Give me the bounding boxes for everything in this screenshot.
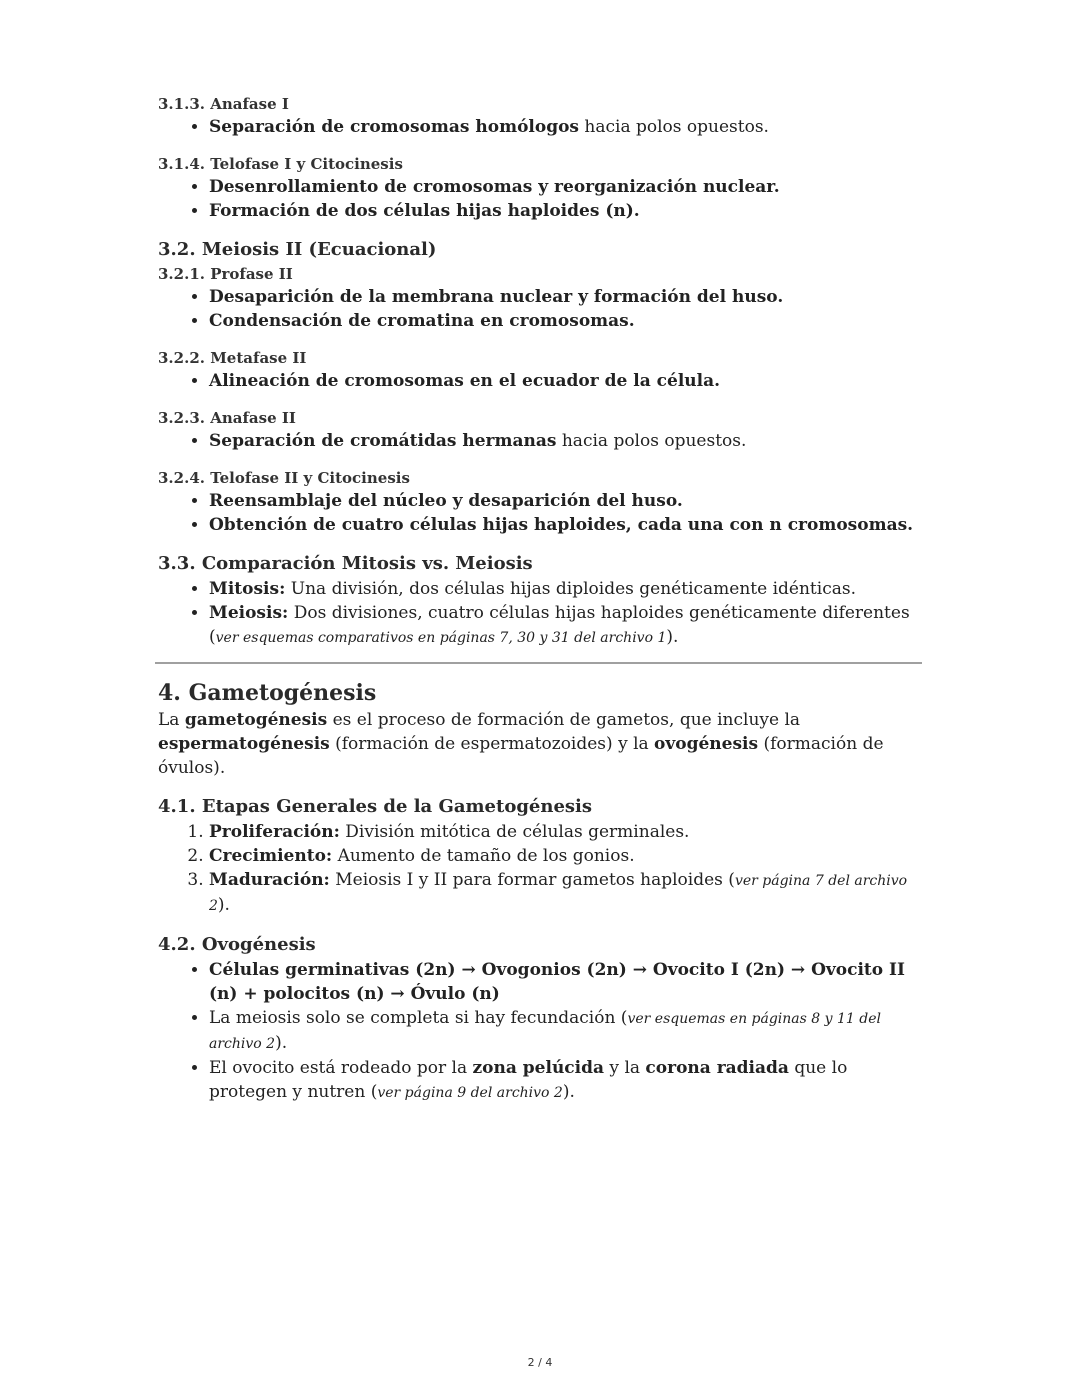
bold-text: Maduración: bbox=[209, 870, 330, 890]
text: División mitótica de células germinales. bbox=[339, 822, 690, 842]
list-item bbox=[209, 429, 928, 453]
list-profase-ii bbox=[158, 285, 928, 333]
list-telofase-ii bbox=[158, 489, 928, 537]
list-item bbox=[209, 1056, 928, 1105]
reference-note: ver página 7 del archivo 2 bbox=[209, 873, 908, 914]
intro-paragraph bbox=[158, 708, 928, 780]
list-anafase-ii bbox=[158, 429, 928, 453]
list-item bbox=[209, 1006, 928, 1056]
section-divider bbox=[155, 662, 922, 664]
bold-text: Desaparición de la membrana nuclear y formación del huso. bbox=[209, 287, 784, 307]
list-item bbox=[209, 577, 928, 601]
list-ovogenesis bbox=[158, 958, 928, 1105]
text: ). bbox=[275, 1033, 288, 1053]
text: ). bbox=[562, 1082, 575, 1102]
list-item bbox=[209, 309, 928, 333]
bold-text: Meiosis: bbox=[209, 603, 289, 623]
text: ). bbox=[217, 895, 230, 915]
list-item bbox=[209, 513, 928, 537]
heading-telofase-ii: 3.2.4. Telofase II y Citocinesis bbox=[158, 469, 410, 487]
text: La meiosis solo se completa si hay fecundación ( bbox=[209, 1008, 628, 1028]
bold-text: Separación de cromosomas homólogos bbox=[209, 117, 580, 137]
list-item bbox=[209, 958, 928, 1006]
list-item bbox=[209, 115, 928, 139]
list-item bbox=[209, 601, 928, 650]
bold-text: Formación de dos células hijas haploides (n). bbox=[209, 201, 640, 221]
text: hacia polos opuestos. bbox=[579, 117, 769, 137]
heading-etapas-generales: 4.1. Etapas Generales de la Gametogénesis bbox=[158, 796, 593, 817]
text: que lo protegen y nutren ( bbox=[209, 1058, 848, 1102]
reference-note: ver página 9 del archivo 2 bbox=[377, 1085, 563, 1101]
text: (formación de espermatozoides) y la bbox=[329, 734, 655, 754]
text: Aumento de tamaño de los gonios. bbox=[332, 846, 635, 866]
list-metafase-ii bbox=[158, 369, 928, 393]
list-item bbox=[209, 489, 928, 513]
text: es el proceso de formación de gametos, que incluye la bbox=[327, 710, 801, 730]
text: Una división, dos células hijas diploides genéticamente idénticas. bbox=[285, 579, 856, 599]
page-content bbox=[158, 93, 928, 1105]
bold-text: Alineación de cromosomas en el ecuador de la célula. bbox=[209, 371, 721, 391]
list-telofase-i bbox=[158, 175, 928, 223]
bold-text: Obtención de cuatro células hijas haploides, cada una con n cromosomas. bbox=[209, 515, 914, 535]
text: y la bbox=[604, 1058, 646, 1078]
list-anafase-i bbox=[158, 115, 928, 139]
bold-text: Crecimiento: bbox=[209, 846, 333, 866]
bold-text: Desenrollamiento de cromosomas y reorganización nuclear. bbox=[209, 177, 780, 197]
bold-text: espermatogénesis bbox=[158, 734, 330, 754]
text: La bbox=[158, 710, 185, 730]
heading-gametogenesis: 4. Gametogénesis bbox=[158, 680, 377, 706]
heading-metafase-ii: 3.2.2. Metafase II bbox=[158, 349, 307, 367]
bold-text: Células germinativas (2n) → Ovogonios (2n) → Ovocito I (2n) → Ovocito II (n) + polocitos (n) → Óvulo (n) bbox=[209, 960, 905, 1004]
bold-text: zona pelúcida bbox=[472, 1058, 605, 1078]
bold-text: Separación de cromátidas hermanas bbox=[209, 431, 557, 451]
text: hacia polos opuestos. bbox=[556, 431, 747, 451]
bold-text: corona radiada bbox=[645, 1058, 789, 1078]
list-comparacion bbox=[158, 577, 928, 650]
bold-text: Proliferación: bbox=[209, 822, 340, 842]
list-item bbox=[209, 868, 928, 918]
list-etapas bbox=[158, 820, 928, 918]
heading-anafase-ii: 3.2.3. Anafase II bbox=[158, 409, 296, 427]
bold-text: Condensación de cromatina en cromosomas. bbox=[209, 311, 635, 331]
bold-text: gametogénesis bbox=[184, 710, 328, 730]
heading-ovogenesis: 4.2. Ovogénesis bbox=[158, 934, 316, 955]
text: El ovocito está rodeado por la bbox=[209, 1058, 473, 1078]
bold-text: Mitosis: bbox=[209, 579, 286, 599]
heading-comparacion: 3.3. Comparación Mitosis vs. Meiosis bbox=[158, 553, 533, 574]
heading-anafase-i: 3.1.3. Anafase I bbox=[158, 95, 289, 113]
bold-text: ovogénesis bbox=[654, 734, 759, 754]
list-item bbox=[209, 820, 928, 844]
reference-note: ver esquemas comparativos en páginas 7, 30 y 31 del archivo 1 bbox=[215, 630, 667, 646]
list-item bbox=[209, 369, 928, 393]
heading-meiosis-ii: 3.2. Meiosis II (Ecuacional) bbox=[158, 239, 437, 260]
text: ). bbox=[666, 627, 679, 647]
list-item bbox=[209, 199, 928, 223]
reference-note: ver esquemas en páginas 8 y 11 del archivo 2 bbox=[209, 1011, 881, 1052]
text: (formación de óvulos). bbox=[158, 734, 884, 778]
text: Meiosis I y II para formar gametos haploides ( bbox=[329, 870, 735, 890]
page-indicator: 2 / 4 bbox=[527, 1356, 553, 1369]
heading-telofase-i: 3.1.4. Telofase I y Citocinesis bbox=[158, 155, 403, 173]
list-item bbox=[209, 285, 928, 309]
text: Dos divisiones, cuatro células hijas haploides genéticamente diferentes ( bbox=[209, 603, 910, 647]
list-item bbox=[209, 175, 928, 199]
bold-text: Reensamblaje del núcleo y desaparición del huso. bbox=[209, 491, 683, 511]
heading-profase-ii: 3.2.1. Profase II bbox=[158, 265, 293, 283]
list-item bbox=[209, 844, 928, 868]
